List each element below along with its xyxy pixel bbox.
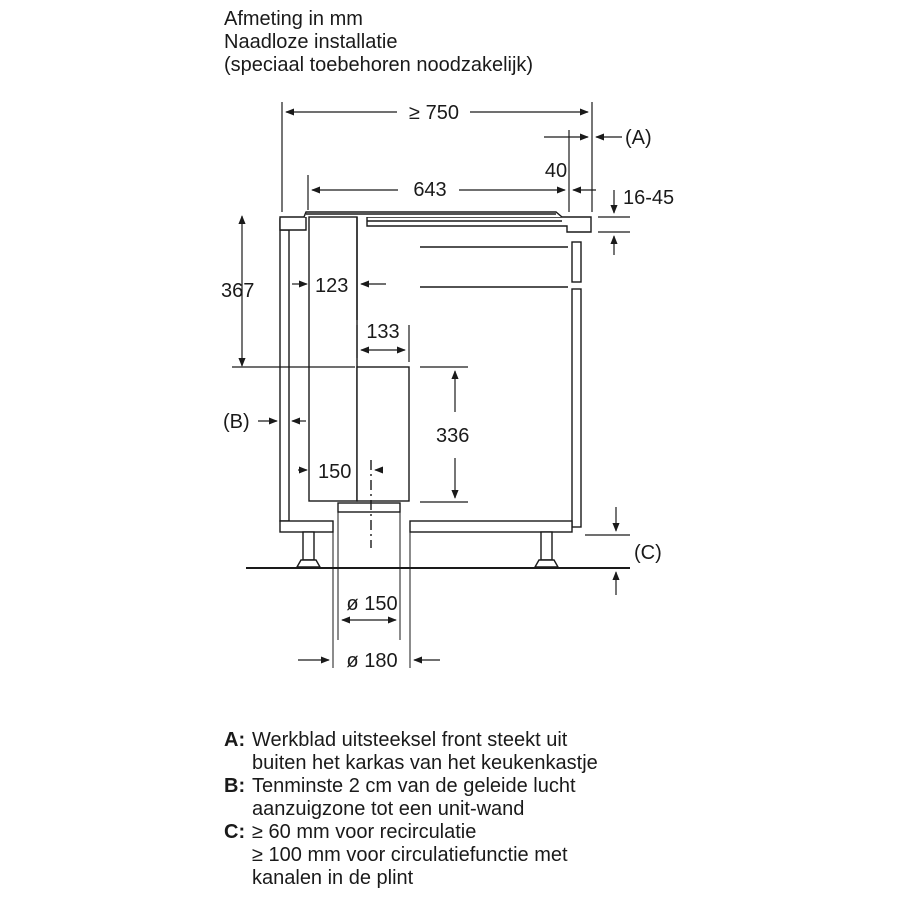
legend-entry-c xyxy=(224,821,598,890)
dim-cabinet-depth: 643 xyxy=(413,179,447,201)
legend-text-a: Werkblad uitsteeksel front steekt uit buiten het karkas van het keukenkastje xyxy=(252,729,598,774)
title-units: Afmeting in mm xyxy=(224,8,363,30)
dim-pipe-diameter: ø 150 xyxy=(346,593,398,615)
marker-c: (C) xyxy=(634,542,662,564)
cabinet-legs xyxy=(297,532,558,567)
marker-a: (A) xyxy=(625,127,652,149)
dim-unit-height: 367 xyxy=(221,280,255,302)
marker-b: (B) xyxy=(223,411,250,433)
dim-pipe-diameter-outer: ø 180 xyxy=(346,650,398,672)
outlet-collar xyxy=(338,503,400,512)
extractor-unit xyxy=(309,217,357,501)
legend-text-c: ≥ 60 mm voor recirculatie ≥ 100 mm voor circulatiefunctie met kanalen in de plint xyxy=(252,821,568,889)
legend-entry-a xyxy=(224,729,598,775)
cabinet-left-wall xyxy=(280,219,289,521)
dim-duct-diameter-inner: 150 xyxy=(318,461,352,483)
legend xyxy=(224,729,598,890)
dim-duct-height: 336 xyxy=(436,425,470,447)
drawer-front xyxy=(572,242,581,527)
fan-housing xyxy=(357,367,409,501)
dim-overhang: 40 xyxy=(544,160,568,182)
title-installation: Naadloze installatie xyxy=(224,31,398,53)
legend-key-c: C: xyxy=(224,821,246,843)
cabinet-bottom xyxy=(280,521,572,532)
dim-worktop-thickness: 16-45 xyxy=(623,187,675,209)
legend-text-b: Tenminste 2 cm van de geleide lucht aanzuigzone tot een unit-wand xyxy=(252,775,576,820)
legend-key-b: B: xyxy=(224,775,246,797)
hob xyxy=(304,212,562,217)
dim-width-min: ≥ 750 xyxy=(409,102,459,124)
dim-top-offset: 123 xyxy=(315,275,349,297)
legend-entry-b xyxy=(224,775,598,821)
dim-duct-width: 133 xyxy=(366,321,400,343)
legend-key-a: A: xyxy=(224,729,246,751)
title-accessory-note: (speciaal toebehoren noodzakelijk) xyxy=(224,54,534,76)
